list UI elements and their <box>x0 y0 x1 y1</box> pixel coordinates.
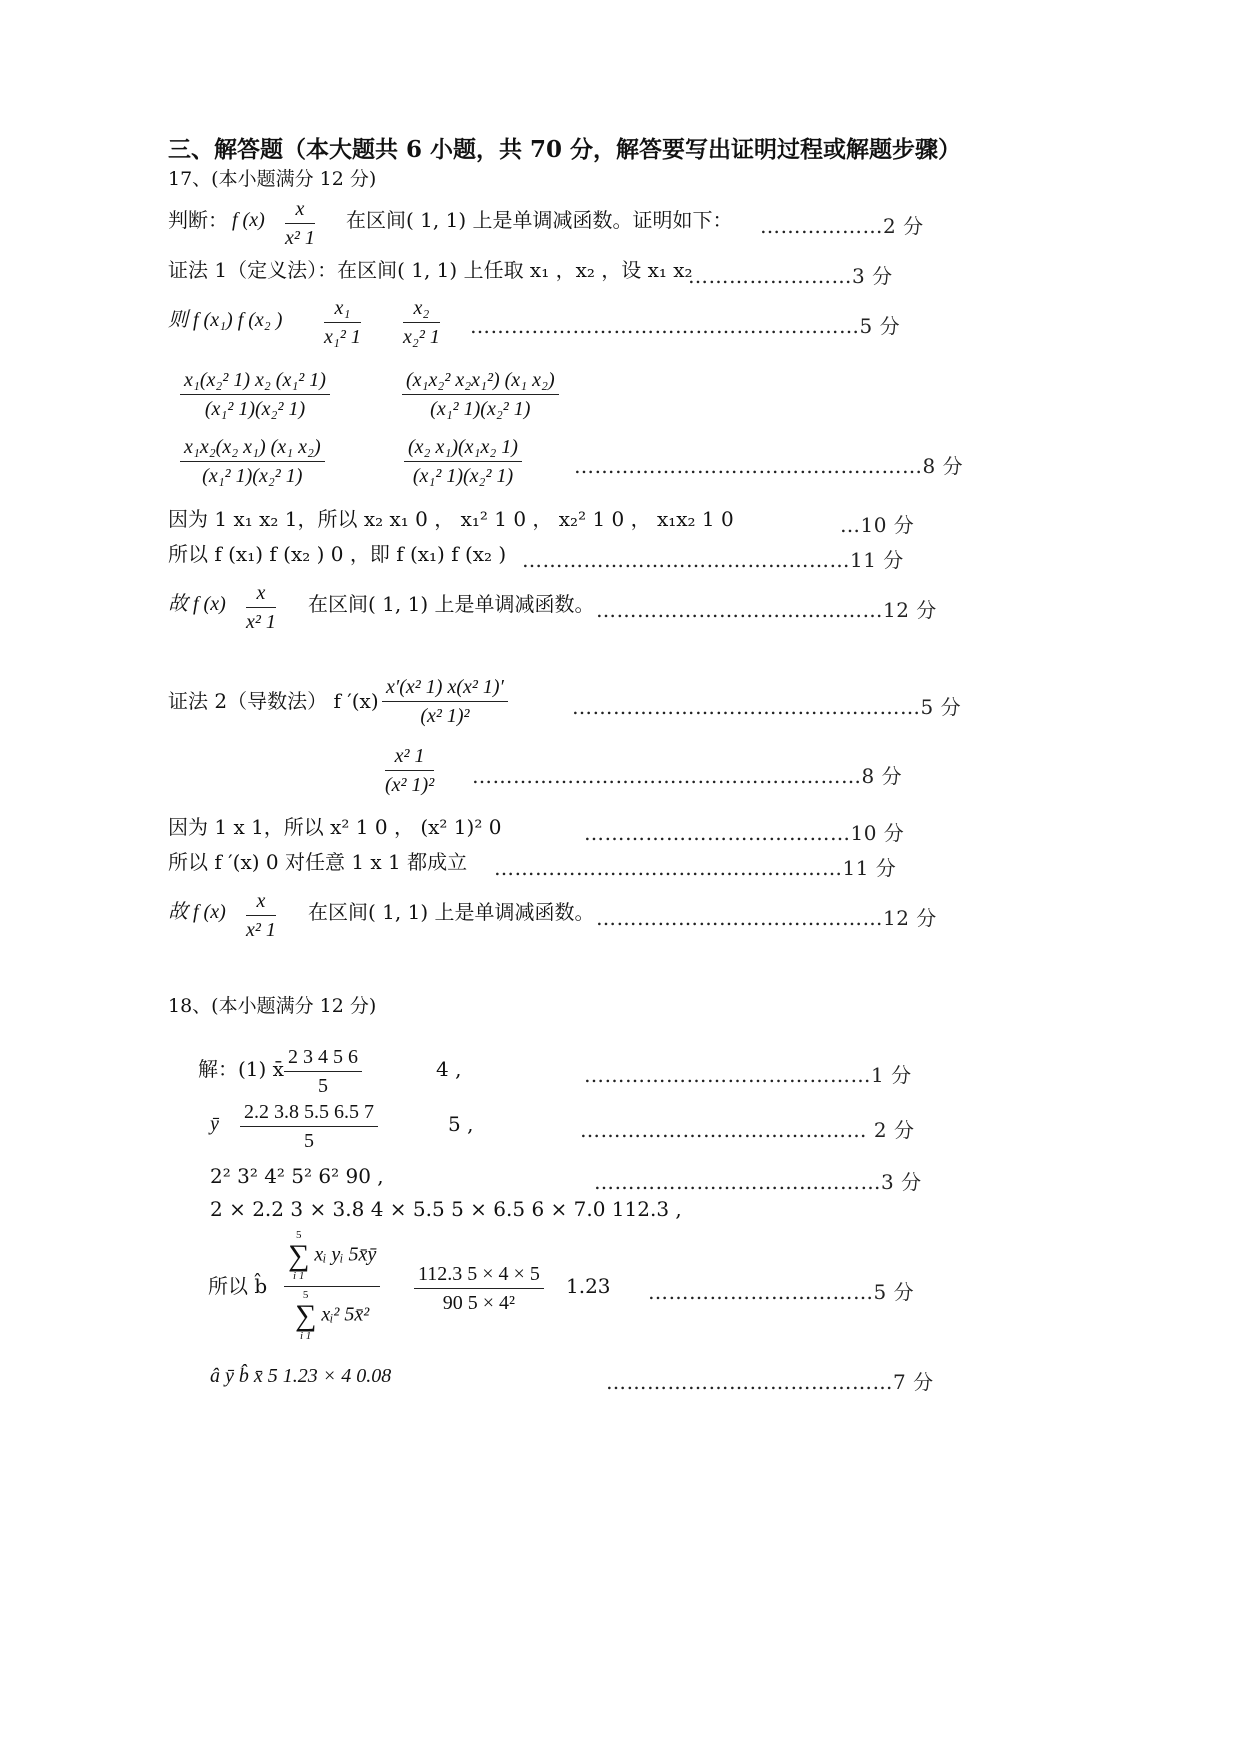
denominator-terms: xᵢ² 5x̄² <box>321 1303 370 1326</box>
sum-upper: 5 <box>295 1229 302 1241</box>
q18-b-points: ……………………………5 分 <box>648 1280 915 1304</box>
fraction-denominator: x₂² 1 <box>403 326 440 348</box>
q17-judge-fraction <box>285 198 315 250</box>
sum-symbol <box>288 1230 309 1282</box>
fraction-denominator: 90 5 × 4² <box>442 1292 516 1314</box>
fraction-numerator: 2 3 4 5 6 <box>284 1046 362 1072</box>
sum-symbol <box>295 1290 316 1342</box>
q18-ybar-prefix: ȳ <box>210 1113 219 1135</box>
section-title: 三、解答题（本大题共 6 小题，共 70 分，解答要写出证明过程或解题步骤） <box>168 136 962 163</box>
q17-conc-2-fraction <box>246 890 276 942</box>
fraction-denominator: (x₁² 1)(x₂² 1) <box>202 465 303 487</box>
q17-so-1: 所以 f (x₁) f (x₂ ) 0 ，即 f (x₁) f (x₂ ) <box>168 542 507 566</box>
fraction-numerator: 2.2 3.8 5.5 6.5 7 <box>240 1101 378 1127</box>
fraction-denominator: 5 <box>318 1075 328 1097</box>
fraction-denominator <box>284 1287 380 1342</box>
fraction-numerator: x <box>285 198 315 224</box>
q18-b-value: 1.23 <box>566 1274 611 1298</box>
fraction-denominator: (x₁² 1)(x₂² 1) <box>412 465 514 487</box>
fraction-denominator: 5 <box>304 1130 314 1152</box>
q17-proof2b-fraction <box>385 745 434 797</box>
q18-ybar-points: …………………………………… 2 分 <box>580 1118 915 1142</box>
q18-b-prefix: 所以 b̂ <box>208 1274 268 1298</box>
q17-fx: f (x) <box>232 209 265 231</box>
q18-xbar-fraction <box>284 1046 362 1098</box>
q17-step1-prefix: 则 f (x₁) f (x₂ ) <box>168 309 283 331</box>
q18-a-line: â ȳ b̂ x̄ 5 1.23 × 4 0.08 <box>210 1365 392 1387</box>
fraction-numerator: 112.3 5 × 4 × 5 <box>414 1263 544 1289</box>
q17-so-2-points: ……………………………………………11 分 <box>494 856 897 880</box>
q17-proof1-points: ……………………3 分 <box>688 264 893 288</box>
q17-conc-2-prefix: 故 f (x) <box>168 901 226 923</box>
q18-sol-prefix: 解：(1) x̄ <box>198 1057 284 1081</box>
q17-conc-1-fraction <box>246 582 276 634</box>
q17-step2-fraction-2 <box>402 369 559 421</box>
q17-conc-2-points: ……………………………………12 分 <box>596 906 937 930</box>
q18-sum-squares: 2² 3² 4² 5² 6² 90 , <box>210 1164 384 1188</box>
q18-sum-squares-points: ……………………………………3 分 <box>594 1170 922 1194</box>
fraction-numerator: x₁x₂(x₂ x₁) (x₁ x₂) <box>180 436 325 462</box>
sigma: ∑ <box>288 1239 310 1272</box>
q17-conc-2-suffix: 在区间( 1, 1) 上是单调减函数。 <box>308 900 595 924</box>
q18-ybar-value: 5 , <box>448 1112 474 1136</box>
q18-b-fraction <box>284 1230 380 1342</box>
q17-conc-1-points: ……………………………………12 分 <box>596 598 937 622</box>
q17-step3-fraction-1 <box>180 436 325 488</box>
q17-proof1-head: 证法 1（定义法）：在区间( 1, 1) 上任取 x₁ ，x₂ ，设 x₁ x₂ <box>168 258 693 282</box>
q17-because-2-points: …………………………………10 分 <box>584 821 905 845</box>
fraction-numerator: x′(x² 1) x(x² 1)′ <box>382 676 508 702</box>
q17-proof2-head: 证法 2（导数法） f ′(x) <box>168 689 379 713</box>
q17-conc-1-prefix: 故 f (x) <box>168 593 226 615</box>
fraction-denominator: (x² 1)² <box>420 705 470 727</box>
q17-so-1-points: …………………………………………11 分 <box>522 548 904 572</box>
q17-judge-points: ………………2 分 <box>760 214 924 238</box>
q17-judge-suffix: 在区间( 1, 1) 上是单调减函数。证明如下： <box>346 208 733 232</box>
fraction-denominator: (x₁² 1)(x₂² 1) <box>204 398 306 420</box>
numerator-terms: xᵢ yᵢ 5x̄ȳ <box>314 1243 377 1266</box>
q17-because-1: 因为 1 x₁ x₂ 1，所以 x₂ x₁ 0 ， x₁² 1 0 ， x₂² 1 0 ， x₁x₂ 1 0 <box>168 507 734 531</box>
fraction-numerator: (x₂ x₁)(x₁x₂ 1) <box>404 436 522 462</box>
q18-header: 18、(本小题满分 12 分) <box>168 995 377 1017</box>
q17-because-1-points: …10 分 <box>840 513 915 537</box>
sigma: ∑ <box>294 1299 317 1332</box>
q18-xbar-points: ……………………………………1 分 <box>584 1063 912 1087</box>
fraction-numerator: x <box>246 890 276 916</box>
q18-a-points: ……………………………………7 分 <box>606 1370 934 1394</box>
sum-upper: 5 <box>302 1289 309 1301</box>
q17-step3-fraction-2 <box>404 436 522 488</box>
fraction-denominator: (x² 1)² <box>385 774 435 796</box>
fraction-denominator: (x₁² 1)(x₂² 1) <box>430 398 531 420</box>
q17-conc-1-suffix: 在区间( 1, 1) 上是单调减函数。 <box>308 592 595 616</box>
fraction-denominator: x² 1 <box>246 919 276 941</box>
q17-because-2: 因为 1 x 1，所以 x² 1 0 ， (x² 1)² 0 <box>168 815 502 839</box>
fraction-numerator <box>284 1230 380 1287</box>
sum-lower: i 1 <box>299 1330 312 1342</box>
fraction-denominator: x² 1 <box>285 227 315 249</box>
q18-ybar-fraction <box>240 1101 378 1153</box>
q17-step1-fraction-1 <box>324 297 361 349</box>
fraction-denominator: x² 1 <box>246 611 276 633</box>
q17-step2-fraction-1 <box>180 369 330 421</box>
q17-step1-points: …………………………………………………5 分 <box>470 314 901 338</box>
fraction-numerator: x₁(x₂² 1) x₂ (x₁² 1) <box>180 369 330 395</box>
q17-proof2b-points: …………………………………………………8 分 <box>472 764 903 788</box>
q17-step3-points: ……………………………………………8 分 <box>574 454 964 478</box>
q17-judge-prefix: 判断： <box>168 208 228 232</box>
q17-header: 17、(本小题满分 12 分) <box>168 168 377 190</box>
sum-lower: i 1 <box>293 1270 305 1282</box>
fraction-numerator: x₁ <box>324 297 361 323</box>
q17-step1-fraction-2 <box>403 297 440 349</box>
q17-proof2-points: ……………………………………………5 分 <box>572 695 962 719</box>
fraction-numerator: x₂ <box>403 297 440 323</box>
q17-so-2: 所以 f ′(x) 0 对任意 1 x 1 都成立 <box>168 850 468 874</box>
fraction-numerator: x <box>246 582 276 608</box>
fraction-denominator: x₁² 1 <box>324 326 361 348</box>
fraction-numerator: (x₁x₂² x₂x₁²) (x₁ x₂) <box>402 369 559 395</box>
q18-xbar-value: 4 , <box>436 1057 462 1081</box>
q17-proof2-fraction <box>382 676 508 728</box>
q18-sum-xy: 2 × 2.2 3 × 3.8 4 × 5.5 5 × 6.5 6 × 7.0 112.3 , <box>210 1197 682 1221</box>
q18-b-calc-fraction <box>414 1263 544 1315</box>
fraction-numerator: x² 1 <box>385 745 434 771</box>
